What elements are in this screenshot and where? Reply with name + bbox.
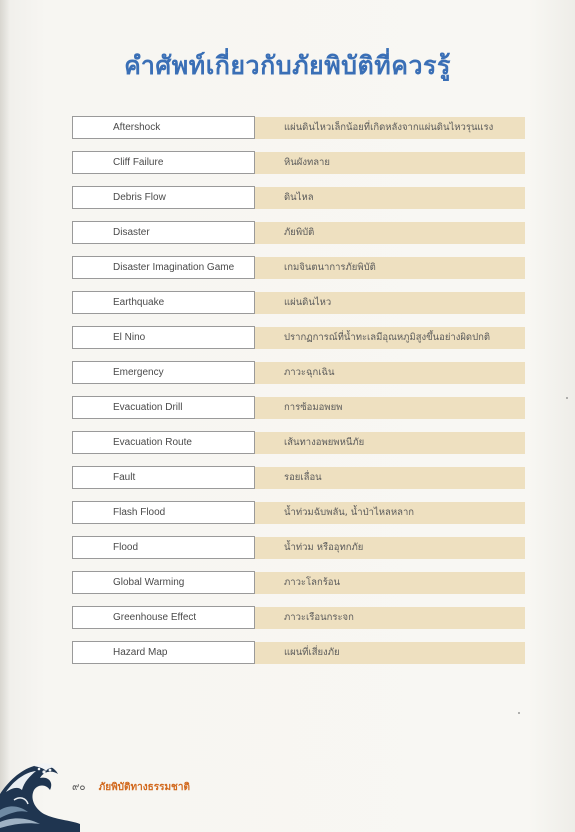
glossary-term: Evacuation Drill: [72, 396, 255, 419]
glossary-term: Fault: [72, 466, 255, 489]
page-title: คำศัพท์เกี่ยวกับภัยพิบัติที่ควรรู้: [124, 51, 451, 80]
glossary-term: Hazard Map: [72, 641, 255, 664]
glossary-term: Aftershock: [72, 116, 255, 139]
scan-speck: [518, 712, 520, 714]
glossary-term: Disaster: [72, 221, 255, 244]
glossary-term: Debris Flow: [72, 186, 255, 209]
glossary-row: [72, 116, 525, 139]
glossary-meaning: แผนที่เสี่ยงภัย: [255, 642, 525, 664]
glossary-meaning: น้ำท่วม หรืออุทกภัย: [255, 537, 525, 559]
glossary-meaning: การซ้อมอพยพ: [255, 397, 525, 419]
glossary-row: [72, 221, 525, 244]
page-spine-shadow: [0, 0, 10, 832]
glossary-term: Disaster Imagination Game: [72, 256, 255, 279]
glossary-meaning: เกมจินตนาการภัยพิบัติ: [255, 257, 525, 279]
glossary-meaning: หินผังทลาย: [255, 152, 525, 174]
glossary-row: [72, 326, 525, 349]
glossary-meaning: แผ่นดินไหวเล็กน้อยที่เกิดหลังจากแผ่นดินไหวรุนแรง: [255, 117, 525, 139]
glossary-term: Cliff Failure: [72, 151, 255, 174]
glossary-term: Emergency: [72, 361, 255, 384]
glossary-meaning: ภัยพิบัติ: [255, 222, 525, 244]
glossary-meaning: น้ำท่วมฉับพลัน, น้ำป่าไหลหลาก: [255, 502, 525, 524]
glossary-row: [72, 256, 525, 279]
glossary-row: [72, 501, 525, 524]
glossary-row: [72, 151, 525, 174]
glossary-row: [72, 641, 525, 664]
glossary-meaning: แผ่นดินไหว: [255, 292, 525, 314]
glossary-row: [72, 536, 525, 559]
glossary-term: Flood: [72, 536, 255, 559]
glossary-term: Global Warming: [72, 571, 255, 594]
glossary-row: [72, 361, 525, 384]
glossary-row: [72, 291, 525, 314]
glossary-row: [72, 396, 525, 419]
glossary-meaning: ดินไหล: [255, 187, 525, 209]
glossary-meaning: ปรากฏการณ์ที่น้ำทะเลมีอุณหภูมิสูงขึ้นอย่างผิดปกติ: [255, 327, 525, 349]
glossary-meaning: รอยเลื่อน: [255, 467, 525, 489]
glossary-term: Flash Flood: [72, 501, 255, 524]
glossary-row: [72, 466, 525, 489]
glossary-term: El Nino: [72, 326, 255, 349]
page-number: ๙๐: [72, 782, 86, 793]
book-title: ภัยพิบัติทางธรรมชาติ: [98, 782, 190, 793]
glossary-row: [72, 606, 525, 629]
glossary-row: [72, 431, 525, 454]
glossary-meaning: ภาวะโลกร้อน: [255, 572, 525, 594]
glossary-meaning: ภาวะเรือนกระจก: [255, 607, 525, 629]
glossary-term: Earthquake: [72, 291, 255, 314]
scan-speck: [566, 397, 568, 399]
glossary-term: Greenhouse Effect: [72, 606, 255, 629]
great-wave-icon: [0, 748, 80, 832]
glossary-row: [72, 186, 525, 209]
glossary-row: [72, 571, 525, 594]
glossary-meaning: ภาวะฉุกเฉิน: [255, 362, 525, 384]
glossary-meaning: เส้นทางอพยพหนีภัย: [255, 432, 525, 454]
page-footer: [72, 780, 190, 795]
glossary-table: [72, 116, 525, 676]
glossary-term: Evacuation Route: [72, 431, 255, 454]
